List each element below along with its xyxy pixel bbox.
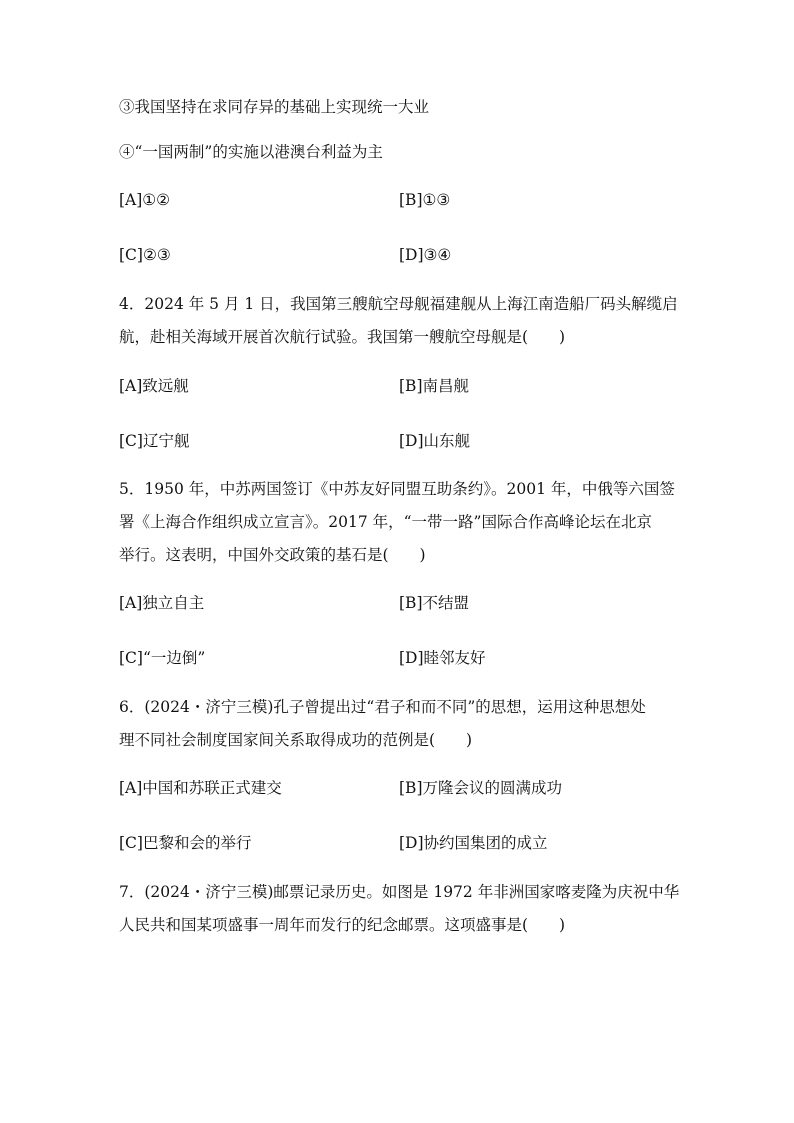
- q6-option-c: [C]巴黎和会的举行: [119, 834, 252, 852]
- q3-option-d: [D]③④: [399, 246, 452, 264]
- q4-option-a: [A]致远舰: [119, 377, 189, 395]
- q3-option-c: [C]②③: [119, 246, 171, 264]
- q6-option-a: [A]中国和苏联正式建交: [119, 779, 282, 797]
- q6-option-b: [B]万隆会议的圆满成功: [399, 779, 562, 797]
- q5-stem-line-1: 5．1950 年，中苏两国签订《中苏友好同盟互助条约》。2001 年，中俄等六国签: [119, 480, 675, 498]
- statement-4: ④“一国两制”的实施以港澳台利益为主: [119, 143, 383, 161]
- q6-option-d: [D]协约国集团的成立: [399, 834, 548, 852]
- q4-option-c: [C]辽宁舰: [119, 432, 190, 450]
- q5-stem-line-3: 举行。这表明，中国外交政策的基石是( ): [119, 546, 426, 564]
- q5-option-c: [C]“一边倒”: [119, 649, 206, 667]
- q4-stem-line-2: 航，赴相关海域开展首次航行试验。我国第一艘航空母舰是( ): [119, 328, 566, 346]
- q7-stem-line-1: 7．(2024・济宁三模)邮票记录历史。如图是 1972 年非洲国家喀麦隆为庆祝中华: [119, 883, 680, 901]
- q6-stem-line-1: 6．(2024・济宁三模)孔子曾提出过“君子和而不同”的思想，运用这种思想处: [119, 698, 646, 716]
- q3-option-b: [B]①③: [399, 191, 451, 209]
- q3-option-a: [A]①②: [119, 191, 171, 209]
- q4-stem-line-1: 4．2024 年 5 月 1 日，我国第三艘航空母舰福建舰从上海江南造船厂码头解缆启: [119, 295, 678, 313]
- q4-option-b: [B]南昌舰: [399, 377, 469, 395]
- q7-stem-line-2: 人民共和国某项盛事一周年而发行的纪念邮票。这项盛事是( ): [119, 916, 566, 934]
- statement-3: ③我国坚持在求同存异的基础上实现统一大业: [119, 98, 430, 116]
- q5-stem-line-2: 署《上海合作组织成立宣言》。2017 年，“一带一路”国际合作高峰论坛在北京: [119, 513, 652, 531]
- q5-option-d: [D]睦邻友好: [399, 649, 486, 667]
- q6-stem-line-2: 理不同社会制度国家间关系取得成功的范例是( ): [119, 731, 473, 749]
- q5-option-a: [A]独立自主: [119, 594, 205, 612]
- q5-option-b: [B]不结盟: [399, 594, 469, 612]
- q4-option-d: [D]山东舰: [399, 432, 471, 450]
